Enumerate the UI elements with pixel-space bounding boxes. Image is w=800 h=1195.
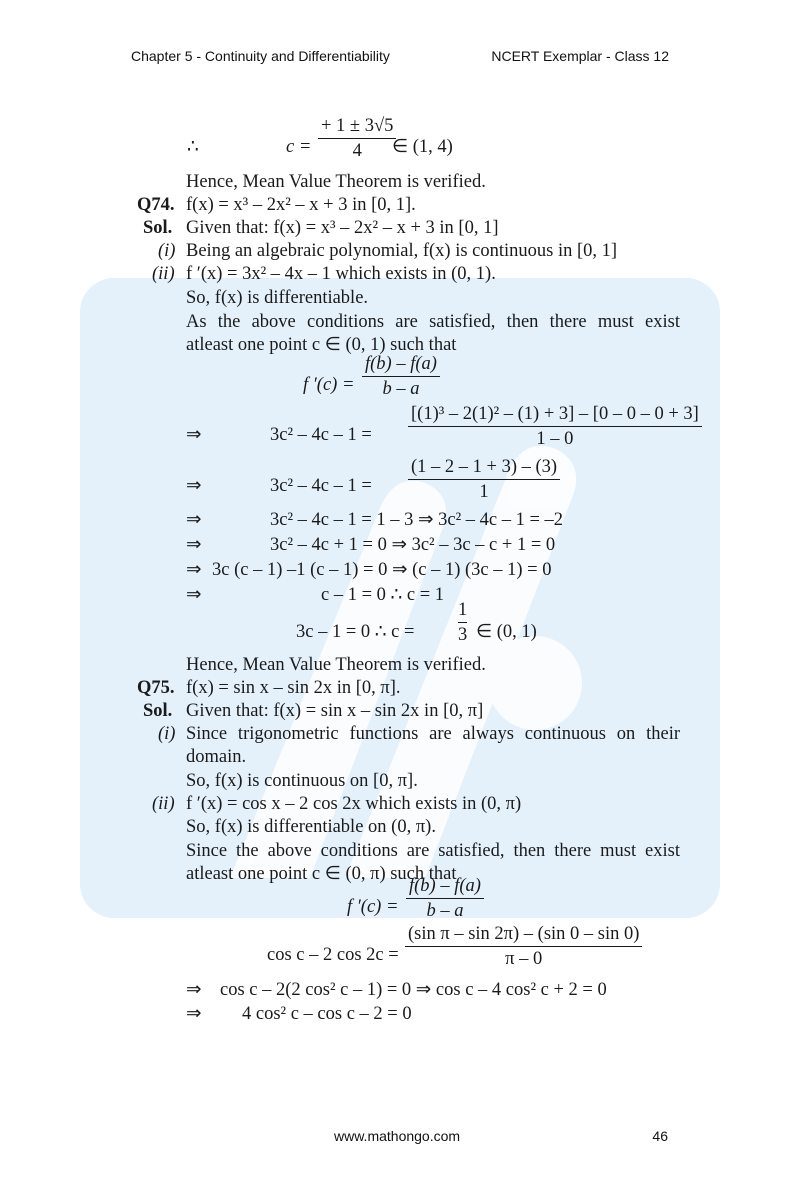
paragraph: As the above conditions are satisfied, then there must exist bbox=[186, 312, 680, 332]
implies-symbol: ⇒ bbox=[186, 560, 202, 580]
equation: 3c² – 4c + 1 = 0 ⇒ 3c² – 3c – c + 1 = 0 bbox=[270, 535, 556, 555]
paragraph: So, f(x) is differentiable on (0, π). bbox=[186, 817, 436, 837]
chapter-title: Chapter 5 - Continuity and Differentiability bbox=[131, 48, 390, 64]
equation: 4 cos² c – cos c – 2 = 0 bbox=[242, 1004, 412, 1024]
equation-lhs: cos c – 2 cos 2c = bbox=[267, 945, 399, 965]
step-label: (ii) bbox=[152, 264, 175, 284]
fraction: $\frac{f(b) - f(a)}{b - a}$ bbox=[362, 352, 440, 401]
given-text: Given that: f(x) = sin x – sin 2x in [0, π] bbox=[186, 701, 484, 721]
fraction: $\frac{(1 - 2 - 1 + 3) - (3)}{1}$ bbox=[408, 455, 560, 504]
solution-label: Sol. bbox=[143, 218, 173, 238]
equation-lhs: 3c – 1 = 0 ∴ c = bbox=[296, 622, 415, 642]
formula-lhs: f ′(c) = bbox=[347, 897, 399, 917]
question-text: f(x) = x³ – 2x² – x + 3 in [0, 1]. bbox=[186, 195, 416, 215]
implies-symbol: ⇒ bbox=[186, 585, 202, 605]
book-title: NCERT Exemplar - Class 12 bbox=[491, 48, 669, 64]
fraction: $\frac{1}{3}$ bbox=[458, 600, 468, 645]
step-text: f ′(x) = 3x² – 4x – 1 which exists in (0, 1). bbox=[186, 264, 496, 284]
step-label: (ii) bbox=[152, 794, 175, 814]
implies-symbol: ⇒ bbox=[186, 425, 202, 445]
equation-lhs: 3c² – 4c – 1 = bbox=[270, 476, 372, 496]
paragraph: atleast one point c ∈ (0, π) such that bbox=[186, 864, 457, 884]
fraction: $\frac{\text{[(1)³ – 2(1)² – (1) + 3] – [0 – 0 – 0 + 3]}}{1 - 0}$ bbox=[408, 402, 702, 451]
verified-text: Hence, Mean Value Theorem is verified. bbox=[186, 172, 486, 192]
equation: 3c² – 4c – 1 = 1 – 3 ⇒ 3c² – 4c – 1 = –2 bbox=[270, 510, 564, 530]
question-label: Q74. bbox=[137, 195, 175, 215]
step-label: (i) bbox=[158, 241, 176, 261]
website-link[interactable]: www.mathongo.com bbox=[334, 1128, 461, 1144]
implies-symbol: ⇒ bbox=[186, 510, 202, 530]
paragraph: So, f(x) is differentiable. bbox=[186, 288, 369, 308]
question-text: f(x) = sin x – sin 2x in [0, π]. bbox=[186, 678, 401, 698]
equation-lhs: 3c² – 4c – 1 = bbox=[270, 425, 372, 445]
formula-lhs: c = bbox=[286, 137, 312, 157]
question-label: Q75. bbox=[137, 678, 175, 698]
formula-lhs: f ′(c) = bbox=[303, 375, 355, 395]
equation: cos c – 2(2 cos² c – 1) = 0 ⇒ cos c – 4 cos² c + 2 = 0 bbox=[220, 980, 607, 1000]
formula-tail: ∈ (0, 1) bbox=[476, 622, 537, 642]
formula-tail: ∈ (1, 4) bbox=[392, 137, 453, 157]
page-number: 46 bbox=[652, 1128, 668, 1144]
step-text: domain. bbox=[186, 747, 247, 767]
verified-text: Hence, Mean Value Theorem is verified. bbox=[186, 655, 486, 675]
given-text: Given that: f(x) = x³ – 2x² – x + 3 in [0, 1] bbox=[186, 218, 499, 238]
equation: c – 1 = 0 ∴ c = 1 bbox=[321, 585, 445, 605]
solution-label: Sol. bbox=[143, 701, 173, 721]
implies-symbol: ⇒ bbox=[186, 535, 202, 555]
fraction: $\frac{\text{(sin π – sin 2π) – (sin 0 – sin 0)}}{\pi - 0}$ bbox=[405, 922, 642, 971]
implies-symbol: ⇒ bbox=[186, 1004, 202, 1024]
step-text: Being an algebraic polynomial, f(x) is continuous in [0, 1] bbox=[186, 241, 618, 261]
step-label: (i) bbox=[158, 724, 176, 744]
implies-symbol: ⇒ bbox=[186, 980, 202, 1000]
fraction: $\frac{f(b) - f(a)}{b - a}$ bbox=[406, 874, 484, 923]
paragraph: Since the above conditions are satisfied, then there must exist bbox=[186, 841, 680, 861]
therefore-symbol: ∴ bbox=[187, 137, 199, 157]
equation: 3c (c – 1) –1 (c – 1) = 0 ⇒ (c – 1) (3c – 1) = 0 bbox=[212, 560, 552, 580]
implies-symbol: ⇒ bbox=[186, 476, 202, 496]
paragraph: atleast one point c ∈ (0, 1) such that bbox=[186, 335, 457, 355]
step-text: f ′(x) = cos x – 2 cos 2x which exists in (0, π) bbox=[186, 794, 522, 814]
step-text: Since trigonometric functions are always continuous on their bbox=[186, 724, 680, 744]
fraction: $\frac{+ 1 \pm 3√5}{4}$ bbox=[318, 114, 396, 163]
paragraph: So, f(x) is continuous on [0, π]. bbox=[186, 771, 418, 791]
